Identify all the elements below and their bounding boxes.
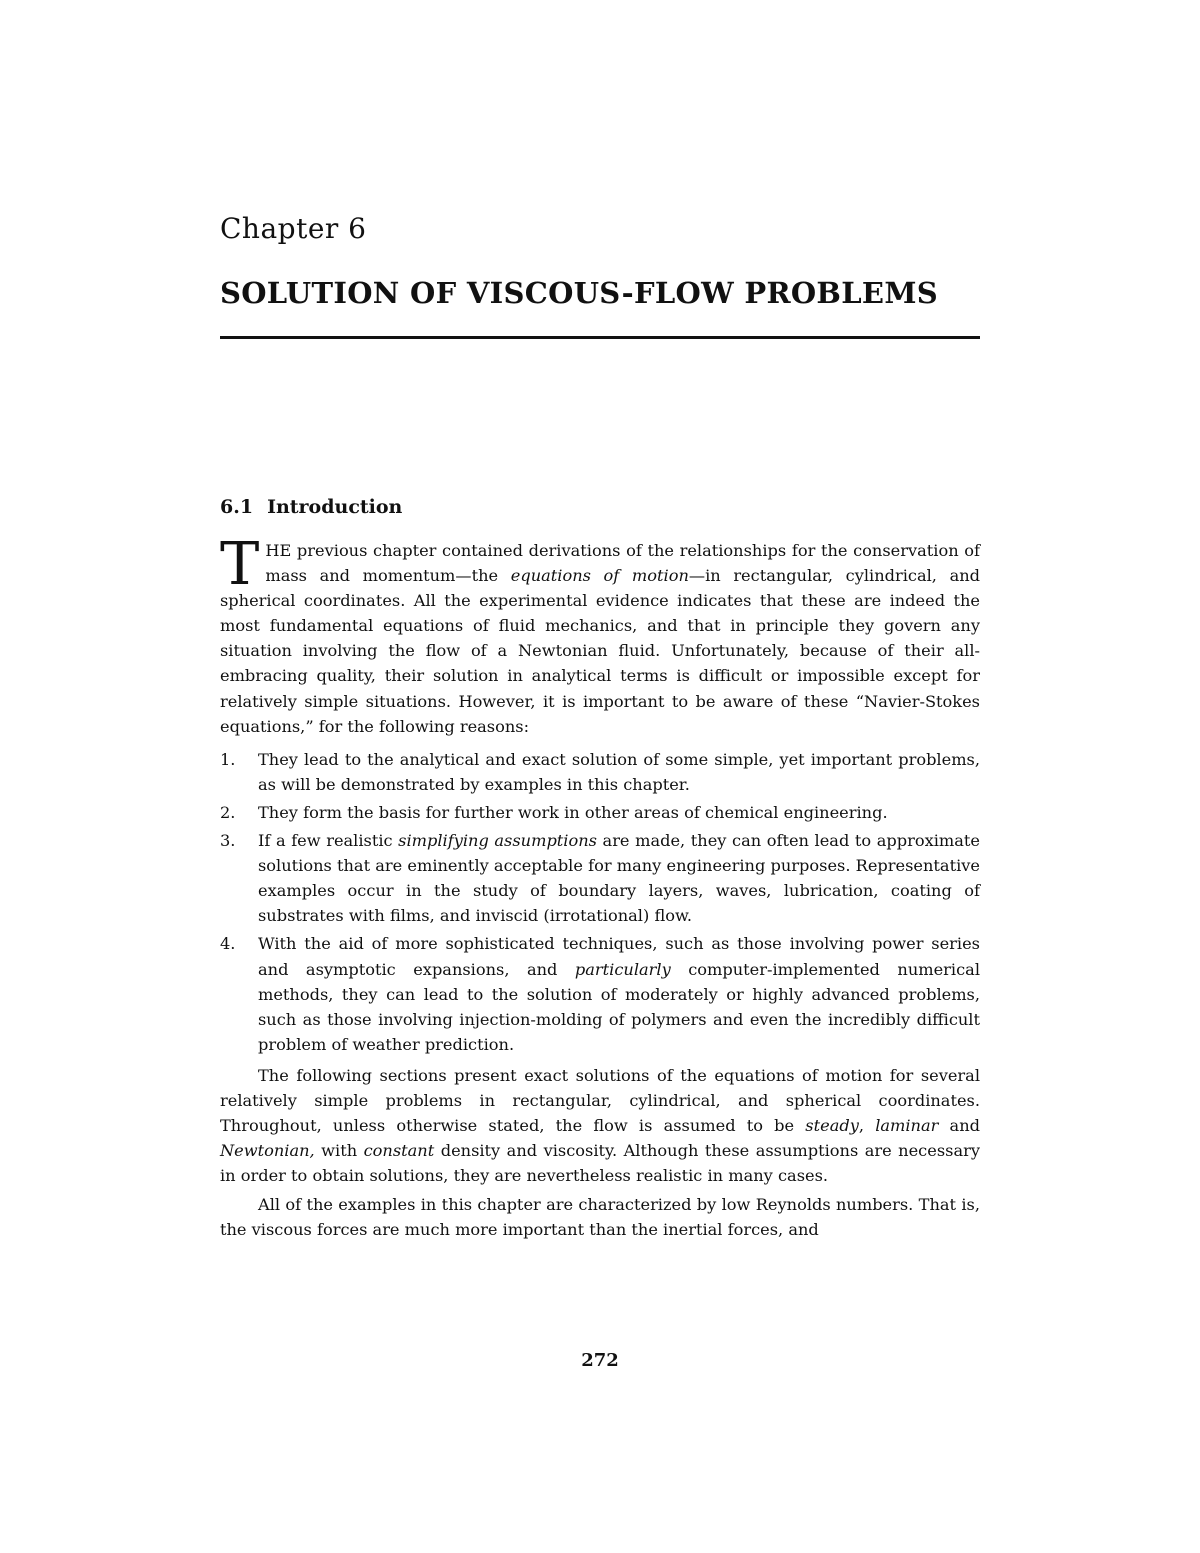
reasons-list: [220, 747, 980, 1057]
section-number: 6.1: [220, 496, 254, 518]
list-item-text: are made, they can often lead to approximate solutions that are eminently acceptable for many engineering purposes. Representative examples occur in the study of boundary layers, waves, lubrication, coating of substrates with films, and inviscid (irrotational) flow.: [258, 831, 980, 926]
list-item-text: They lead to the analytical and exact solution of some simple, yet important problems, as will be demonstrated by examples in this chapter.: [258, 749, 980, 794]
list-item-number: 1.: [220, 749, 236, 769]
para2-emphasis: Newtonian,: [220, 1141, 315, 1161]
list-item-text: computer-implemented numerical methods, they can lead to the solution of moderately or highly advanced problems, such as those involving injection-molding of polymers and even the incredibly difficult problem of weather prediction.: [258, 959, 980, 1054]
para2-text: density and viscosity. Although these assumptions are necessary in order to obtain solutions, they are nevertheless realistic in many cases.: [220, 1141, 980, 1186]
para2-emphasis: constant: [363, 1141, 435, 1161]
page-number: 272: [581, 1350, 619, 1371]
para2-text: with: [314, 1141, 364, 1161]
list-item-emphasis: particularly: [574, 959, 671, 979]
list-item-text: With the aid of more sophisticated techniques, such as those involving power series and asymptotic expansions, and: [258, 934, 980, 979]
chapter-title: SOLUTION OF VISCOUS-FLOW PROBLEMS: [220, 276, 938, 310]
list-item: [220, 931, 980, 1056]
section-title: Introduction: [267, 496, 403, 518]
dropcap: T: [220, 529, 260, 598]
list-item: [220, 800, 980, 825]
list-item: [220, 828, 980, 928]
section-heading: [220, 496, 402, 518]
list-item-emphasis: simplifying assumptions: [398, 831, 597, 851]
paragraph-assumptions: [220, 1063, 980, 1188]
list-item-number: 2.: [220, 802, 236, 822]
paragraph-reynolds: All of the examples in this chapter are characterized by low Reynolds numbers. That is, the viscous forces are much more important than the inertial forces, and: [220, 1195, 980, 1240]
para2-emphasis: laminar: [875, 1116, 939, 1136]
title-rule: [220, 336, 980, 339]
list-item: [220, 747, 980, 797]
para2-text: The following sections present exact solutions of the equations of motion for several relatively simple problems in rectangular, cylindrical, and spherical coordinates. Throughout, unless otherwise stated, the flow is assumed to be: [220, 1065, 980, 1136]
list-item-text: If a few realistic: [258, 831, 399, 851]
intro-paragraph: [220, 529, 981, 739]
chapter-label: Chapter 6: [220, 212, 367, 245]
list-item-number: 4.: [220, 934, 236, 954]
intro-text-1: HE previous chapter contained derivations of the relationships for the conservation of mass and momentum—the: [265, 541, 980, 586]
body-text: [220, 529, 981, 1243]
intro-text-2: —in rectangular, cylindrical, and spherical coordinates. All the experimental evidence indicates that these are indeed the most fundamental equations of fluid mechanics, and that in principle they govern any situation involving the flow of a Newtonian fluid. Unfortunately, because of their all-embracing quality, their solution in analytical terms is difficult or impossible except for relatively simple situations. However, it is important to be aware of these “Navier-Stokes equations,” for the following reasons:: [220, 566, 981, 736]
intro-emphasis: equations of motion: [510, 566, 689, 586]
para2-emphasis: steady: [805, 1116, 859, 1136]
list-item-number: 3.: [220, 831, 236, 851]
list-item-text: They form the basis for further work in other areas of chemical engineering.: [258, 802, 888, 822]
para2-text: ,: [858, 1116, 876, 1136]
para2-text: and: [938, 1116, 980, 1136]
